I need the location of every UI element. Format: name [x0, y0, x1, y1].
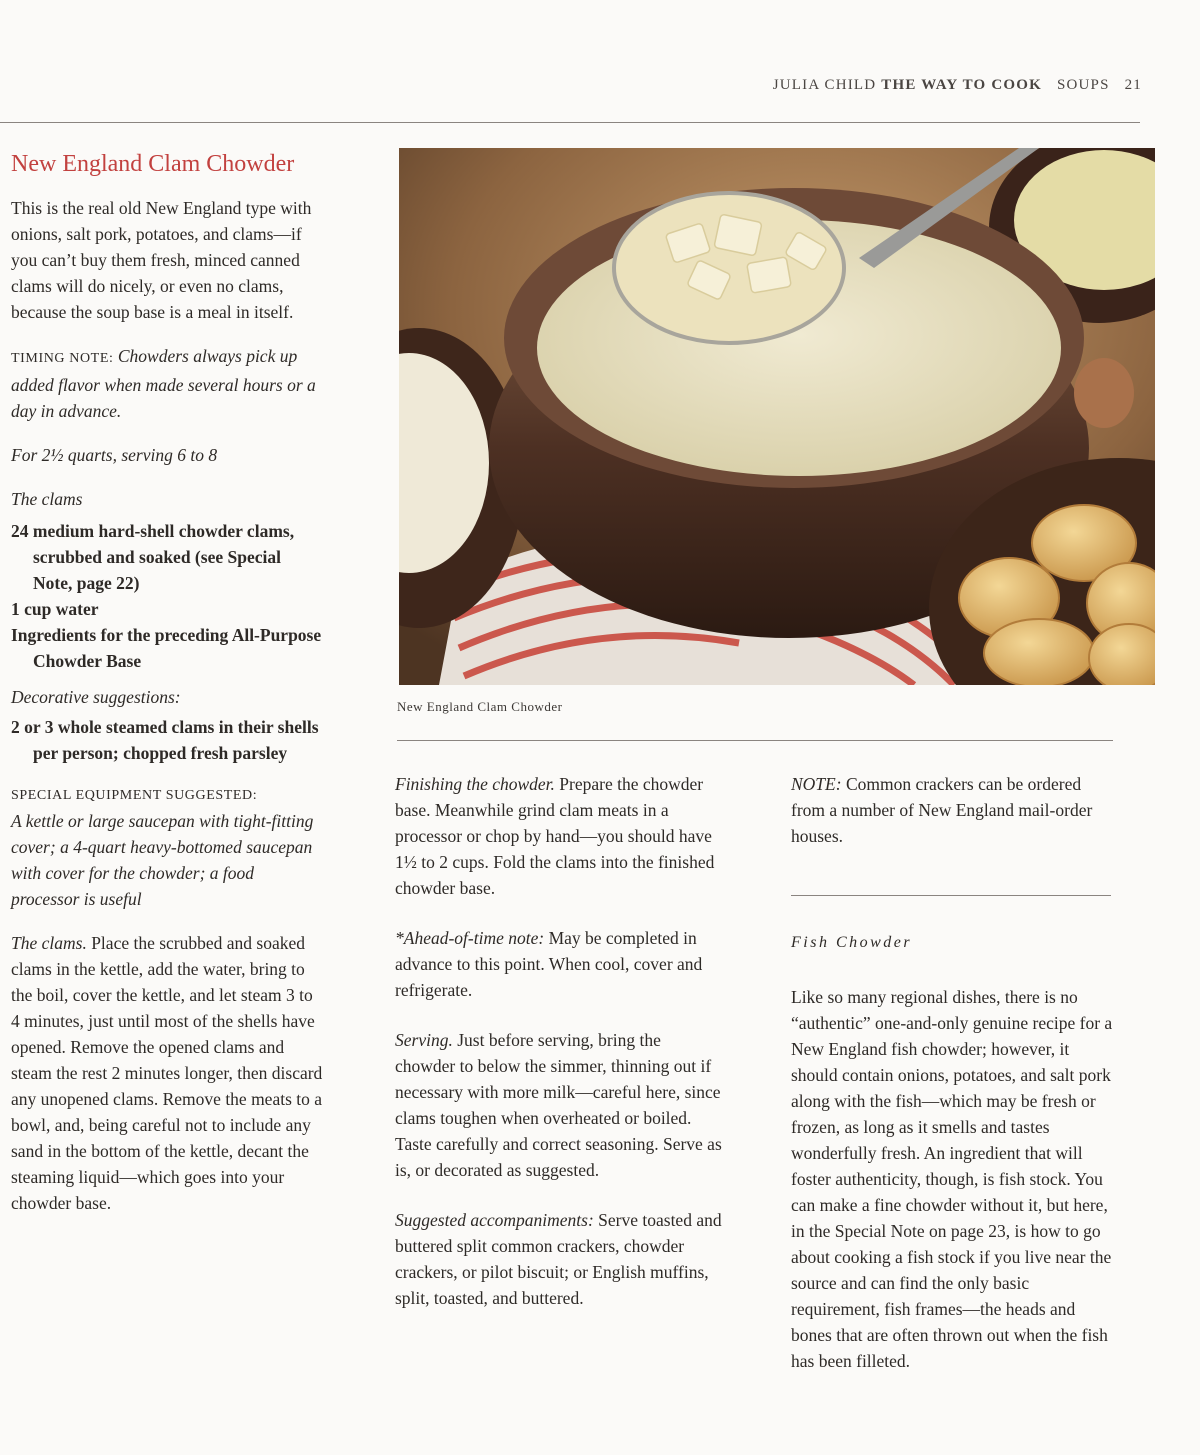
clams-heading: The clams: [11, 489, 83, 509]
equipment-text: A kettle or large saucepan with tight-fitting cover; a 4-quart heavy-bottomed saucepan with cover for the chowder; a food processor is useful: [11, 811, 314, 909]
equipment-label: SPECIAL EQUIPMENT SUGGESTED:: [11, 788, 258, 803]
left-column: [11, 150, 323, 1216]
serving-text: Just before serving, bring the chowder to below the simmer, thinning out if necessary with more milk—careful here, since clams toughen when overheated or boiled. Taste carefully and correct seasoning. Serve as is, or decorated as suggested.: [395, 1030, 722, 1180]
page-number: 21: [1124, 77, 1142, 93]
ingredient-item: 24 medium hard-shell chowder clams, scrubbed and soaked (see Special Note, page 22): [11, 521, 295, 593]
clams-step-label: The clams.: [11, 933, 87, 953]
ahead-text: May be completed in advance to this point. When cool, cover and refrigerate.: [395, 928, 703, 1000]
fish-chowder-section: [791, 890, 1116, 1374]
serving-paragraph: [395, 1027, 725, 1183]
note-text: Common crackers can be ordered from a number of New England mail-order houses.: [791, 774, 1093, 846]
recipe-intro: This is the real old New England type with onions, salt pork, potatoes, and clams—if you can’t buy them fresh, minced canned clams will do nicely, or even no clams, because the soup base is a meal in itself.: [11, 198, 312, 322]
accompaniments-paragraph: [395, 1207, 725, 1311]
header-author: JULIA CHILD: [772, 77, 877, 93]
timing-note: [11, 343, 323, 424]
finishing-paragraph: [395, 771, 725, 901]
finishing-text: Prepare the chowder base. Meanwhile grind clam meats in a processor or chop by hand—you should have 1½ to 2 cups. Fold the clams into the finished chowder base.: [395, 774, 715, 898]
chowder-photo: [399, 148, 1155, 685]
recipe-yield: For 2½ quarts, serving 6 to 8: [11, 445, 218, 465]
ingredient-item: 1 cup water: [11, 599, 99, 619]
header-book: THE WAY TO COOK: [881, 77, 1042, 93]
right-column: [791, 771, 1116, 849]
timing-text: Chowders always pick up added flavor when made several hours or a day in advance.: [11, 346, 316, 421]
serving-label: Serving.: [395, 1030, 453, 1050]
accompaniments-text: Serve toasted and buttered split common crackers, chowder crackers, or pilot biscuit; or English muffins, split, toasted, and buttered.: [395, 1210, 722, 1308]
accompaniments-label: Suggested accompaniments:: [395, 1210, 594, 1230]
crackers-note: [791, 771, 1116, 849]
clams-step-text: Place the scrubbed and soaked clams in the kettle, add the water, bring to the boil, cover the kettle, and let steam 3 to 4 minutes, just until most of the shells have opened. Remove the opened clams and steam the rest 2 minutes longer, then discard any unopened clams. Remove the meats to a bowl, and, being careful not to include any sand in the bottom of the kettle, decant the steaming liquid—which goes into your chowder base.: [11, 933, 323, 1213]
note-label: NOTE:: [791, 774, 842, 794]
finishing-label: Finishing the chowder.: [395, 774, 555, 794]
photo-caption: New England Clam Chowder: [397, 699, 563, 714]
ingredient-item: Ingredients for the preceding All-Purpose Chowder Base: [11, 625, 322, 671]
fish-chowder-heading: Fish Chowder: [791, 934, 913, 951]
ingredient-list: [11, 518, 323, 674]
fish-chowder-text: Like so many regional dishes, there is no “authentic” one-and-only genuine recipe for a New England fish chowder; however, it should contain onions, potatoes, and salt pork along with the fish—which may be fresh or frozen, as long as it smells and tastes wonderfully fresh. An ingredient that will foster authenticity, though, is fish stock. You can make a fine chowder without it, but here, in the Special Note on page 23, is how to go about cooking a fish stock if you live near the source and can find the only basic requirement, fish frames—the heads and bones that are often thrown out when the fish has been filleted.: [791, 987, 1113, 1371]
photo-rule: [397, 740, 1113, 741]
middle-column: [395, 771, 725, 1311]
decorative-item: 2 or 3 whole steamed clams in their shells per person; chopped fresh parsley: [11, 717, 319, 763]
ahead-note: [395, 925, 725, 1003]
running-header: [773, 77, 1142, 94]
header-rule: [0, 122, 1140, 123]
recipe-title: New England Clam Chowder: [11, 151, 295, 177]
chowder-illustration: [399, 148, 1155, 685]
ahead-label: *Ahead-of-time note:: [395, 928, 545, 948]
header-section: SOUPS: [1056, 77, 1110, 93]
clams-step: [11, 930, 323, 1216]
timing-label: TIMING NOTE:: [11, 351, 114, 366]
decorative-heading: Decorative suggestions:: [11, 687, 181, 707]
